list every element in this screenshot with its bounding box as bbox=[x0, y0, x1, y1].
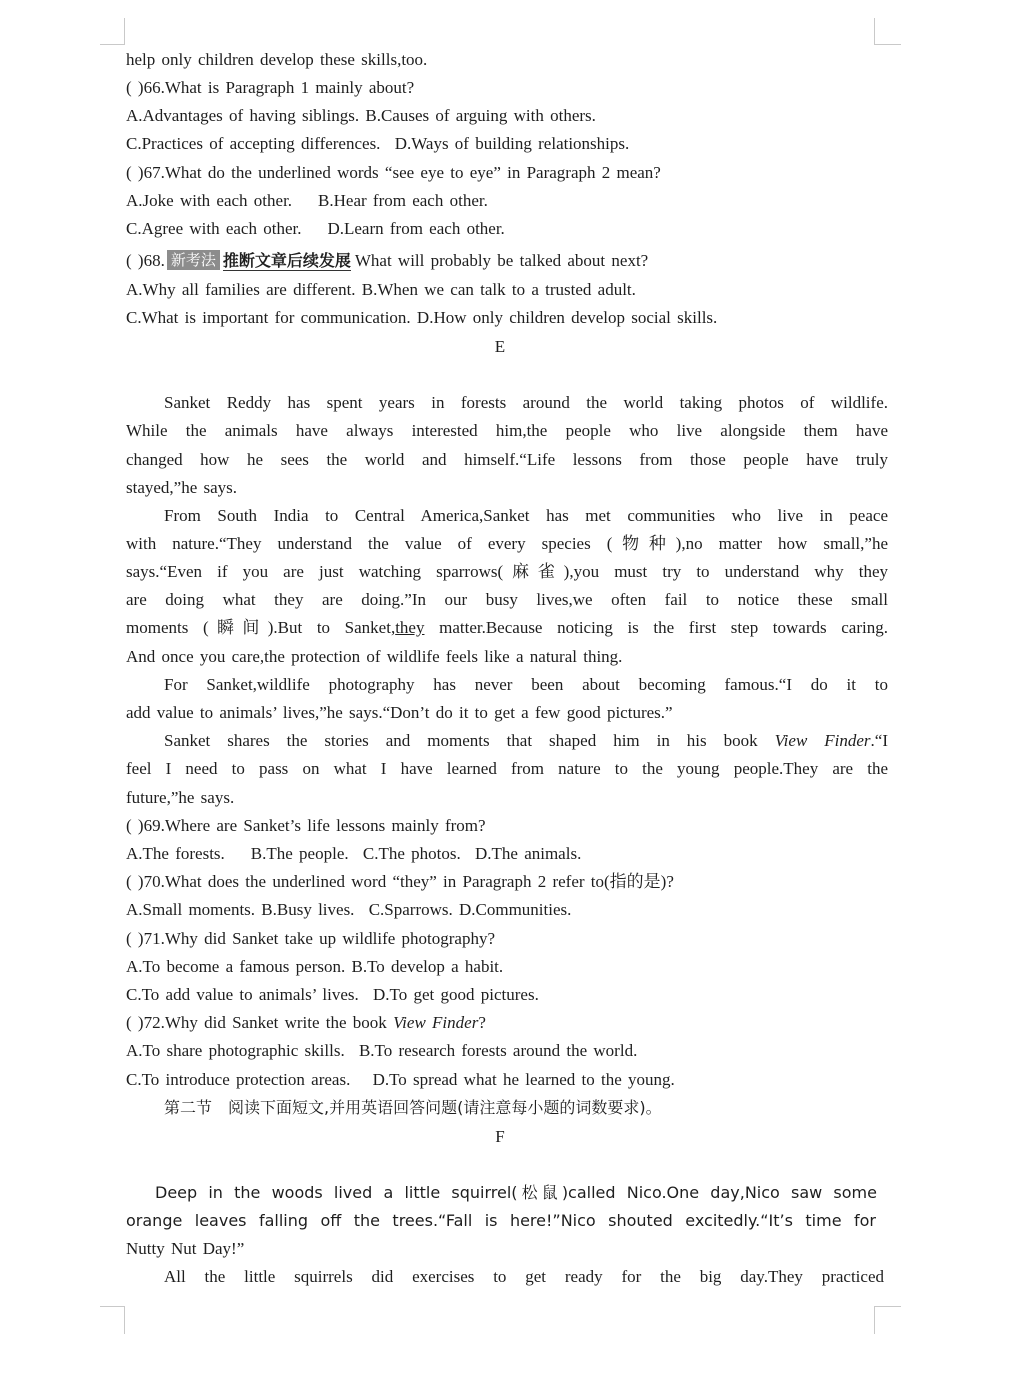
passage-e-p1-line1: Sanket Reddy has spent years in forests around the world taking photos of wildlife. bbox=[164, 393, 888, 412]
option-67b: B.Hear from each other. bbox=[318, 191, 488, 210]
passage-e-p2-line6: And once you care,the protection of wildlife feels like a natural thing. bbox=[126, 647, 623, 666]
passage-e-p2-line3: says.“Even if you are just watching sparrows(麻雀),you must try to understand why they bbox=[126, 562, 888, 581]
option-66d: D.Ways of building relationships. bbox=[394, 134, 630, 153]
section-heading-f: F bbox=[495, 1127, 505, 1146]
question-67-options-cd bbox=[126, 218, 505, 240]
option-70b: B.Busy lives. bbox=[261, 900, 355, 919]
question-68-text: What will probably be talked about next? bbox=[354, 251, 649, 270]
crop-mark-top-right bbox=[874, 18, 901, 45]
option-72d: D.To spread what he learned to the young. bbox=[372, 1070, 675, 1089]
option-70d: D.Communities. bbox=[459, 900, 572, 919]
question-69: ( )69.Where are Sanket’s life lessons mainly from? bbox=[126, 816, 486, 835]
passage-f-p2-line1: All the little squirrels did exercises to get ready for the big day.They practiced bbox=[164, 1267, 884, 1286]
passage-e-p4-line2: feel I need to pass on what I have learned from nature to the young people.They are the bbox=[126, 759, 888, 778]
passage-f-p1-line1: Deep in the woods lived a little squirrel(松鼠)called Nico.One day,Nico saw some bbox=[155, 1183, 877, 1202]
option-66b: B.Causes of arguing with others. bbox=[365, 106, 596, 125]
question-68-options-ab bbox=[126, 279, 636, 301]
option-68a: A.Why all families are different. bbox=[126, 280, 356, 299]
question-type-label: 推断文章后续发展 bbox=[222, 251, 351, 270]
option-69a: A.The forests. bbox=[126, 844, 225, 863]
option-72c: C.To introduce protection areas. bbox=[126, 1070, 351, 1089]
question-71: ( )71.Why did Sanket take up wildlife photography? bbox=[126, 929, 496, 948]
option-70a: A.Small moments. bbox=[126, 900, 256, 919]
crop-mark-bottom-left bbox=[100, 1306, 125, 1334]
crop-mark-top-left bbox=[100, 18, 125, 45]
question-66-options-cd bbox=[126, 133, 629, 155]
passage-text: Sanket shares the stories and moments that shaped him in his book bbox=[164, 731, 775, 750]
question-68-number: ( )68. bbox=[126, 251, 165, 270]
question-72-options-ab bbox=[126, 1040, 637, 1062]
book-title: View Finder bbox=[774, 731, 871, 750]
option-71c: C.To add value to animals’ lives. bbox=[126, 985, 359, 1004]
option-71b: B.To develop a habit. bbox=[351, 957, 504, 976]
passage-e-p3-line2: add value to animals’ lives,”he says.“Don’t do it to get a few good pictures.” bbox=[126, 703, 673, 722]
passage-e-p4-line3: future,”he says. bbox=[126, 788, 235, 807]
question-71-options-cd bbox=[126, 984, 539, 1006]
question-68-options-cd bbox=[126, 307, 717, 329]
passage-e-p3-line1: For Sanket,wildlife photography has never been about becoming famous.“I do it to bbox=[164, 675, 888, 694]
passage-e-p2-line2: with nature.“They understand the value of every species (物种),no matter how small,”he bbox=[126, 534, 888, 553]
section-two-instructions: 第二节 阅读下面短文,并用英语回答问题(请注意每小题的词数要求)。 bbox=[164, 1098, 662, 1117]
option-67d: D.Learn from each other. bbox=[327, 219, 505, 238]
passage-f-p1-line3: Nutty Nut Day!” bbox=[126, 1239, 245, 1258]
section-heading-e: E bbox=[494, 337, 506, 356]
passage-f-p1-line2: orange leaves falling off the trees.“Fall is here!”Nico shouted excitedly.“It’s time for bbox=[126, 1211, 876, 1230]
question-67: ( )67.What do the underlined words “see eye to eye” in Paragraph 2 mean? bbox=[126, 163, 661, 182]
option-67c: C.Agree with each other. bbox=[126, 219, 302, 238]
passage-text: .“I bbox=[870, 731, 888, 750]
passage-e-p2-line1: From South India to Central America,Sanket has met communities who live in peace bbox=[164, 506, 888, 525]
passage-d-last-line: help only children develop these skills,too. bbox=[126, 50, 428, 69]
option-68d: D.How only children develop social skills. bbox=[416, 308, 718, 327]
passage-e-p1-line3: changed how he sees the world and himself.“Life lessons from those people have truly bbox=[126, 450, 888, 469]
underlined-word-they: they bbox=[395, 618, 425, 637]
book-title: View Finder bbox=[393, 1013, 479, 1032]
question-71-options-ab bbox=[126, 956, 503, 978]
option-68b: B.When we can talk to a trusted adult. bbox=[361, 280, 636, 299]
option-72b: B.To research forests around the world. bbox=[358, 1041, 638, 1060]
passage-text: matter.Because noticing is the first step towards caring. bbox=[424, 618, 888, 637]
question-72-text: ( )72.Why did Sanket write the book bbox=[126, 1013, 394, 1032]
option-71d: D.To get good pictures. bbox=[373, 985, 539, 1004]
option-69c: C.The photos. bbox=[362, 844, 461, 863]
option-69b: B.The people. bbox=[250, 844, 349, 863]
passage-text: moments (瞬间).But to Sanket, bbox=[126, 618, 396, 637]
option-68c: C.What is important for communication. bbox=[126, 308, 411, 327]
question-72 bbox=[126, 1012, 486, 1034]
passage-e-p1-line2: While the animals have always interested him,the people who live alongside them have bbox=[126, 421, 888, 440]
question-70: ( )70.What does the underlined word “they” in Paragraph 2 refer to(指的是)? bbox=[126, 872, 674, 891]
option-69d: D.The animals. bbox=[474, 844, 582, 863]
passage-e-p2-line5 bbox=[126, 617, 888, 639]
option-66c: C.Practices of accepting differences. bbox=[126, 134, 381, 153]
new-exam-method-badge: 新考法 bbox=[167, 250, 220, 270]
question-mark: ? bbox=[478, 1013, 486, 1032]
question-66: ( )66.What is Paragraph 1 mainly about? bbox=[126, 78, 415, 97]
option-70c: C.Sparrows. bbox=[368, 900, 453, 919]
passage-e-p4-line1 bbox=[164, 730, 888, 752]
question-67-options-ab bbox=[126, 190, 488, 212]
option-71a: A.To become a famous person. bbox=[126, 957, 346, 976]
crop-mark-bottom-right bbox=[874, 1306, 901, 1334]
question-72-options-cd bbox=[126, 1069, 675, 1091]
question-70-options bbox=[126, 899, 571, 921]
question-68 bbox=[126, 250, 648, 272]
question-69-options bbox=[126, 843, 581, 865]
question-66-options-ab bbox=[126, 105, 596, 127]
option-66a: A.Advantages of having siblings. bbox=[126, 106, 360, 125]
option-72a: A.To share photographic skills. bbox=[126, 1041, 345, 1060]
option-67a: A.Joke with each other. bbox=[126, 191, 293, 210]
passage-e-p2-line4: are doing what they are doing.”In our busy lives,we often fail to notice these small bbox=[126, 590, 888, 609]
passage-e-p1-line4: stayed,”he says. bbox=[126, 478, 238, 497]
